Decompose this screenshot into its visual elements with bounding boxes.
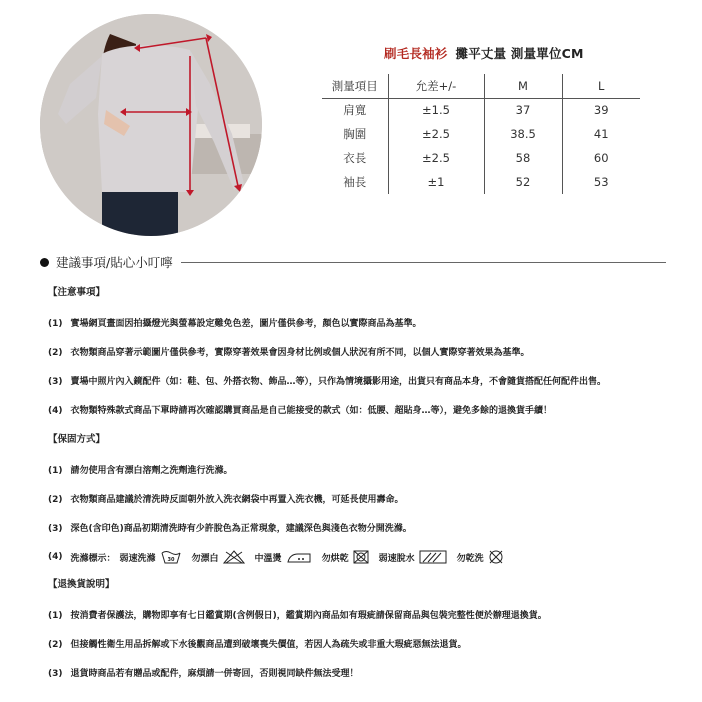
bullet-icon (40, 258, 49, 267)
item-text: 實場網頁畫面因拍攝燈光與螢幕設定難免色差，圖片僅供參考，顏色以實際商品為基準。 (70, 319, 422, 329)
header-cell: 測量項目 (322, 74, 388, 98)
table-row (322, 146, 640, 170)
item-text: 衣物類商品建議於清洗時反面朝外放入洗衣網袋中再置入洗衣機，可延長使用壽命。 (70, 495, 404, 505)
list-item (48, 464, 688, 478)
item-number: (3) (48, 669, 63, 679)
item-number: (2) (48, 495, 63, 505)
table-row (322, 170, 640, 194)
wash-item (379, 550, 451, 564)
no-bleach-icon (223, 550, 245, 564)
item-text: 按消費者保護法，購物即享有七日鑑賞期(含例假日)，鑑賞期內商品如有瑕疵請保留商品與包裝完整性便於辦理退換貨。 (70, 611, 547, 621)
no-tumble-dry-icon (353, 550, 369, 564)
item-number: (3) (48, 377, 63, 387)
list-item (48, 375, 688, 389)
table-cell: 41 (593, 127, 609, 141)
table-cell: 60 (593, 151, 609, 165)
size-table (322, 74, 640, 194)
header-cell: L (562, 74, 640, 98)
washtub-icon (160, 550, 182, 564)
table-cell: ±1 (388, 170, 484, 194)
group-title-notice: 【注意事項】 (48, 287, 106, 298)
table-cell: ±2.5 (388, 146, 484, 170)
wash-text: 中溫燙 (254, 553, 282, 564)
table-cell: 39 (593, 103, 609, 118)
section-divider (181, 262, 666, 263)
item-text: 衣物類特殊款式商品下單時請再次確認購買商品是自己能接受的款式（如：低腰、超貼身…等），避免多餘的退換貨手續！ (70, 406, 553, 416)
item-text: 請勿使用含有漂白溶劑之洗劑進行洗滌。 (70, 466, 233, 476)
iron-icon (286, 550, 312, 564)
wash-item (255, 550, 316, 564)
table-cell: 53 (593, 175, 609, 189)
item-number: (2) (48, 348, 63, 358)
wash-label: 洗滌標示： (70, 553, 116, 564)
list-item (48, 609, 688, 623)
item-number: (1) (48, 611, 63, 621)
wash-text: 勿乾洗 (456, 553, 484, 564)
product-name: 刷毛長袖衫 (384, 46, 448, 61)
item-number: (4) (48, 552, 63, 562)
table-cell: 37 (484, 98, 562, 122)
header-cell: M (484, 74, 562, 98)
wash-item (457, 550, 508, 564)
item-number: (4) (48, 406, 63, 416)
model-illustration (40, 14, 262, 236)
item-number: (2) (48, 640, 63, 650)
no-dry-clean-icon (488, 550, 504, 564)
measure-method: 攤平丈量 測量單位CM (455, 46, 584, 61)
item-text: 退貨時商品若有贈品或配件，麻煩請一併寄回，否則視同缺件無法受理！ (70, 669, 359, 679)
table-row (322, 122, 640, 146)
table-cell: 58 (484, 146, 562, 170)
notes-list (48, 286, 688, 681)
wash-item (322, 550, 373, 564)
section-title: 建議事項/貼心小叮嚀 (56, 255, 173, 270)
size-table-header (322, 74, 640, 98)
svg-text:30: 30 (167, 557, 175, 563)
drip-dry-icon (419, 550, 447, 564)
wash-text: 弱速洗滌 (119, 553, 156, 564)
item-number: (1) (48, 319, 63, 329)
list-item (48, 493, 688, 507)
wash-text: 弱速脫水 (378, 553, 415, 564)
table-cell: 38.5 (484, 122, 562, 146)
wash-item (192, 550, 249, 564)
list-item (48, 346, 688, 360)
item-text: 深色(含印色)商品初期清洗時有少許脫色為正常現象，建議深色與淺色衣物分開洗滌。 (70, 524, 412, 534)
product-photo (40, 14, 262, 236)
table-cell: 肩寬 (322, 98, 388, 122)
table-cell: 胸圍 (322, 122, 388, 146)
item-text: 但接觸性衛生用品拆解或下水後觀商品遭到破壞喪失價值，若因人為疏失或非重大瑕疵惡無法退貨。 (70, 640, 467, 650)
list-item (48, 522, 688, 536)
item-text: 賣場中照片內入鏡配件（如：鞋、包、外搭衣物、飾品…等），只作為情境攝影用途，出貨只有商品本身，不會隨貨搭配任何配件出售。 (70, 377, 607, 387)
item-number: (1) (48, 466, 63, 476)
list-item (48, 317, 688, 331)
section-heading (40, 254, 666, 270)
table-cell: 衣長 (322, 146, 388, 170)
list-item (48, 667, 688, 681)
header-cell: 允差+/- (388, 74, 484, 98)
list-item (48, 404, 688, 418)
table-cell: 52 (484, 170, 562, 194)
table-cell: ±1.5 (388, 98, 484, 122)
wash-text: 勿烘乾 (321, 553, 349, 564)
list-item (48, 638, 688, 652)
table-cell: 袖長 (322, 170, 388, 194)
group-title-returns: 【退換貨說明】 (48, 579, 115, 590)
item-text: 衣物類商品穿著示範圖片僅供參考，實際穿著效果會因身材比例或個人狀況有所不同，以個人實際穿著效果為基準。 (70, 348, 530, 358)
wash-symbols-row (48, 548, 688, 566)
table-cell: ±2.5 (388, 122, 484, 146)
table-row (322, 98, 640, 122)
group-title-care: 【保固方式】 (48, 434, 106, 445)
wash-text: 勿漂白 (191, 553, 219, 564)
wash-item (120, 550, 186, 564)
item-number: (3) (48, 524, 63, 534)
product-title (384, 44, 584, 62)
